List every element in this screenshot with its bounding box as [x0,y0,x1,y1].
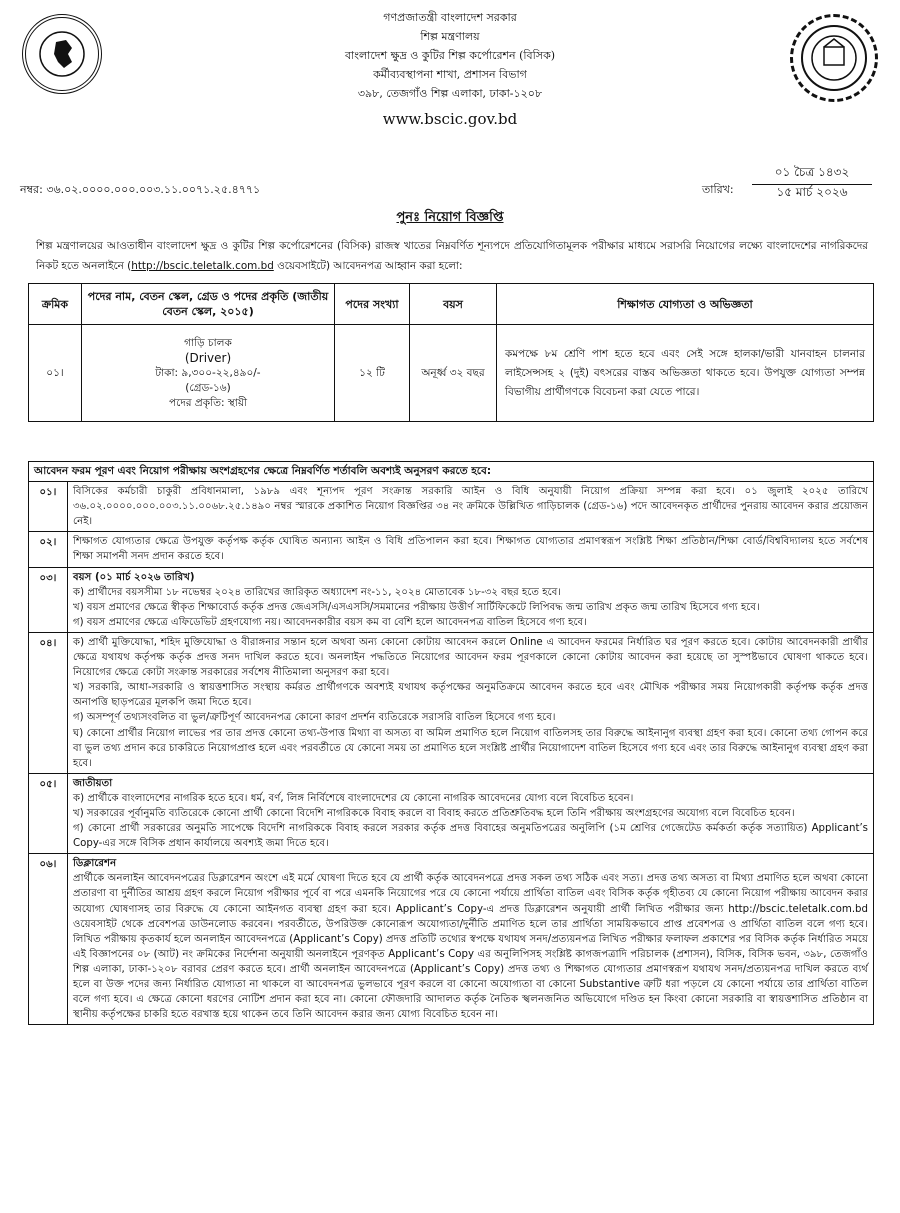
job-age: অনূর্ধ্ব ৩২ বছর [410,325,497,422]
condition-text: গ) অসম্পূর্ণ তথ্যসংবলিত বা ভুল/ত্রুটিপূর্ণ আবেদনপত্র কোনো কারণ প্রদর্শন ব্যতিরেকে সরাসরি বাতিল হিসেবে গণ্য হবে। [73,712,556,724]
page-title: পুনঃ নিয়োগ বিজ্ঞপ্তি [396,210,504,225]
table-row [29,325,874,422]
condition-body [68,567,874,632]
condition-serial: ০৪। [29,632,68,773]
condition-body [68,632,874,773]
intro-text-2: ওয়েবসাইটে) আবেদনপত্র আহ্বান করা হলো: [273,260,463,272]
condition-heading: জাতীয়তা [73,777,113,789]
job-pay-scale: টাকা: ৯,৩০০-২২,৪৯০/- [155,366,261,379]
condition-serial: ০৩। [29,567,68,632]
header-section: কর্মীব্যবস্থাপনা শাখা, প্রশাসন বিভাগ [373,68,527,81]
header-website[interactable]: www.bscic.gov.bd [382,110,518,128]
condition-serial: ০৬। [29,854,68,1025]
memo-number-line [20,181,260,200]
condition-heading: ডিক্লারেশন [73,858,117,870]
condition-text: ঘ) কোনো প্রার্থীর নিয়োগ লাভের পর তার প্রদত্ত কোনো তথ্য-উপাত্ত মিথ্যা বা অসত্য বা অমিল প্রমাণিত হলে নিয়োগ বাতিলসহ তার বিরুদ্ধে আইনানুগ ব্যবস্থা গ্রহণ করা হবে। কোনো তথ্য গোপন করে বা ভুল তথ্য প্রদান করে চাকরিতে নিয়োগপ্রাপ্ত হলে এবং পরবর্তীতে যে কোনো সময় তা প্রমাণিত হলে সংশ্লিষ্ট প্রার্থীর নিয়োগাদেশ বাতিল হিসেবে গণ্য হবে এবং তার বিরুদ্ধে আইনানুগ ব্যবস্থা গ্রহণ করা হবে। [73,727,868,769]
job-post-cell [82,325,335,422]
condition-body [68,482,874,532]
header-ministry: শিল্প মন্ত্রণালয় [420,30,480,43]
condition-row [29,854,874,1025]
condition-text: শিক্ষাগত যোগ্যতার ক্ষেত্রে উপযুক্ত কর্তৃপক্ষ কর্তৃক ঘোষিত অন্যান্য আইন ও বিধি প্রতিপালন করা হবে। শিক্ষাগত যোগ্যতার প্রমাণস্বরূপ সংশ্লিষ্ট শিক্ষা প্রতিষ্ঠান/শিক্ষা বোর্ড/বিশ্ববিদ্যালয় হতে সর্বশেষ শিক্ষা সমাপনী সনদ প্রদান করতে হবে। [73,536,868,563]
job-nature: পদের প্রকৃতি: স্থায়ী [168,396,248,409]
job-serial: ০১। [29,325,82,422]
intro-link[interactable]: http://bscic.teletalk.com.bd [131,260,274,272]
header-government: গণপ্রজাতন্ত্রী বাংলাদেশ সরকার [383,11,517,24]
col-age: বয়স [410,284,497,325]
job-post-name: গাড়ি চালক [184,336,232,349]
condition-row [29,482,874,532]
job-qualification: কমপক্ষে ৮ম শ্রেণি পাশ হতে হবে এবং সেই সঙ্গে হালকা/ভারী যানবাহন চালনার লাইসেন্সসহ ২ (দুই) বৎসরের বাস্তব অভিজ্ঞতা থাকতে হবে। উপযুক্ত যোগ্যতা সম্পন্ন বিভাগীয় প্রার্থীগণকে বিবেচনা করা যেতে পারে। [497,325,874,422]
condition-body [68,854,874,1025]
intro-text-1: শিল্প মন্ত্রণালয়ের আওতাধীন বাংলাদেশ ক্ষুদ্র ও কুটির শিল্প কর্পোরেশনের (বিসিক) রাজস্ব খাতের নিম্নবর্ণিত শূন্যপদে প্রতিযোগিতামূলক পরীক্ষার মাধ্যমে সরাসরি নিয়োগের লক্ষ্যে বাংলাদেশের নাগরিকদের নিকট হতে অনলাইনে ( [36,240,868,272]
memo-number-label: নম্বর: [20,183,43,196]
header-address: ৩৯৮, তেজগাঁও শিল্প এলাকা, ঢাকা-১২০৮ [357,87,543,100]
memo-number: ৩৬.০২.০০০০.০০০.০০৩.১১.০০৭১.২৫.৪৭৭১ [46,183,261,196]
memo-date-label: তারিখ: [702,183,734,196]
condition-text: খ) বয়স প্রমাণের ক্ষেত্রে স্বীকৃত শিক্ষাবোর্ড কর্তৃক প্রদত্ত জেএসসি/এসএসসি/সমমানের পরীক্ষায় উত্তীর্ণ সার্টিফিকেটে লিপিবদ্ধ জন্ম তারিখ প্রকৃত জন্ম তারিখ হিসেবে গণ্য হবে। [73,601,760,613]
jobs-table-header [29,284,874,325]
letterhead [0,8,900,131]
condition-serial: ০১। [29,482,68,532]
job-grade: (গ্রেড-১৬) [185,381,231,394]
memo-date-bangla: ০১ চৈত্র ১৪৩২ [752,164,872,185]
col-serial: ক্রমিক [29,284,82,325]
conditions-table [28,461,874,1025]
jobs-table [28,283,874,422]
condition-text: বিসিকের কর্মচারী চাকুরী প্রবিধানমালা, ১৯৮৯ এবং শূন্যপদ পূরণ সংক্রান্ত সরকারি আইন ও বিধি অনুযায়ী নিয়োগ প্রক্রিয়া সম্পন্ন করা হবে। ০১ জুলাই ২০২৫ তারিখে ৩৬.০২.০০০০.০০০.০০৩.১১.০০৬৮.২৫.১৪৯০ নম্বর স্মারকে প্রকাশিত নিয়োগ বিজ্ঞপ্তির ৩৪ নং ক্রমিকে উল্লিখিত গাড়িচালক (গ্রেড-১৬) পদে আবেদনকৃত প্রার্থীদের পুনরায় আবেদন করার প্রয়োজন নেই। [73,486,868,528]
condition-text: খ) সরকারি, আধা-সরকারি ও স্বায়ত্তশাসিত সংস্থায় কর্মরত প্রার্থীগণকে অবশ্যই যথাযথ কর্তৃপক্ষের অনুমতিক্রমে আবেদন করতে হবে এবং মৌখিক পরীক্ষার সময় নিয়োগকারী কর্তৃপক্ষ কর্তৃক প্রদত্ত অনাপত্তি ছাড়পত্রের মূলকপি জমা দিতে হবে। [73,682,868,709]
col-qualification: শিক্ষাগত যোগ্যতা ও অভিজ্ঞতা [497,284,874,325]
condition-text: ক) প্রার্থী মুক্তিযোদ্ধা, শহিদ মুক্তিযোদ্ধা ও বীরাঙ্গনার সন্তান হলে অথবা অন্য কোনো কোটায় আবেদন করলে Online এ আবেদন ফরমের নির্ধারিত ঘর পূরণ করতে হবে। কোটায় আবেদনকারী প্রার্থীর ক্ষেত্রে যথাযথ কর্তৃপক্ষ কর্তৃক প্রদত্ত সনদ দাখিল করতে হবে। অনলাইন পদ্ধতিতে নিয়োগের আবেদন ফরম পূরণকালে কোনো কোটায় আবেদন করা হয়েছে তা সুস্পষ্টভাবে ঘোষণা থাকতে হবে। নিয়োগের ক্ষেত্রে কোটা সংক্রান্ত সরকারের সর্বশেষ নীতিমালা অনুসরণ করা হবে। [73,636,868,679]
conditions-heading: আবেদন ফরম পূরণ এবং নিয়োগ পরীক্ষায় অংশগ্রহণের ক্ষেত্রে নিম্নবর্ণিত শর্তাবলি অবশ্যই অনুসরণ করতে হবে: [29,462,874,482]
job-post-name-en: (Driver) [184,350,232,365]
condition-text: প্রার্থীকে অনলাইন আবেদনপত্রের ডিক্লারেশন অংশে এই মর্মে ঘোষণা দিতে হবে যে প্রার্থী কর্তৃক আবেদনপত্রে প্রদত্ত সকল তথ্য সঠিক এবং সত্য। প্রদত্ত তথ্য অসত্য বা মিথ্যা প্রমাণিত হলে অথবা কোনো প্রতারণা বা দুর্নীতির আশ্রয় গ্রহণ করলে নিয়োগ পরীক্ষার পূর্বে বা পরে এমনকি নিয়োগের পরে যে কোনো পর্যায়ে প্রার্থিতা বাতিল এবং বিসিক কর্তৃক গৃহীতব্য যে কোনো নিয়োগ পরীক্ষায় আবেদন করার অযোগ্য ঘোষণাসহ তার বিরুদ্ধে যে কোনো আইনগত ব্যবস্থা গ্রহণ করা হবে। Applicant’s Copy-এ প্রদত্ত ডিক্লারেশন অনুযায়ী প্রার্থী লিখিত পরীক্ষার জন্য http://bscic.teletalk.com.bd ওয়েবসাইট থেকে প্রবেশপত্র ডাউনলোড করবেন। পরবর্তীতে, উপরিউক্ত কোনোরূপ অযোগ্যতা/দুর্নীতি প্রমাণিত হলে তার প্রার্থিতা সাময়িকভাবে প্রাপ্ত প্রবেশপত্র ও প্রার্থিতা বাতিল বলে গণ্য হবে। লিখিত পরীক্ষায় কৃতকার্য হলে অনলাইন আবেদনপত্রে (Applicant’s Copy) প্রদত্ত প্রতিটি তথ্যের স্বপক্ষে যথাযথ সনদ/প্রত্যয়নপত্র লিখিত পরীক্ষার ফলাফল প্রকাশের পর বিসিক কর্তৃক নির্ধারিত সময়ে এই বিজ্ঞাপনের ০৮ (আট) নং ক্রমিকের নির্দেশনা অনুযায়ী অনলাইনে পূরণকৃত Applicant’s Copy এর অনুলিপিসহ সংশ্লিষ্ট কাগজপত্রাদি পরিচালক (প্রশাসন), বিসিক, বিসিক ভবন, ৩৯৮, তেজগাঁও শিল্প এলাকা, ঢাকা-১২০৮ বরাবর প্রেরণ করতে হবে। প্রার্থী অনলাইন আবেদনপত্রে (Applicant’s Copy) প্রদত্ত তথ্য ও শিক্ষাগত যোগ্যতার প্রমাণস্বরূপ যথাযথ সনদ/প্রত্যয়নপত্র দাখিল করতে ব্যর্থ হলে বা উক্ত পদের জন্য নির্ধারিত যোগ্যতা না থাকলে বা আবেদনপত্র ভুলভাবে পূরণ করলে বা কোনো অযোগ্যতা বা কোনো Substantive ত্রুটি ধরা পড়লে যে কোনো পর্যায়ে তার প্রার্থিতা বাতিল বলে গণ্য হবে। এ ক্ষেত্রে কোনো ধরণের নোটিশ প্রদান করা হবে না। কোনো ফৌজদারি আদালত কর্তৃক নৈতিক স্খলনজনিত অভিযোগে দণ্ডিত হন কিংবা কোনো সরকারি বা স্বায়ত্তশাসিত প্রতিষ্ঠান বা স্থানীয় কর্তৃপক্ষের চাকরি হতে বরখাস্ত হয়ে থাকেন তবে তিনি আবেদন করার জন্য যোগ্য বিবেচিত হবেন না। [73,873,868,1021]
condition-row [29,632,874,773]
condition-heading: বয়স (০১ মার্চ ২০২৬ তারিখ) [73,571,195,583]
condition-row [29,773,874,853]
condition-text: খ) সরকারের পূর্বানুমতি ব্যতিরেকে কোনো প্রার্থী কোনো বিদেশি নাগরিককে বিবাহ করলে বা বিবাহ করতে প্রতিশ্রুতিবদ্ধ হলে তিনি পরীক্ষায় অংশগ্রহণের অযোগ্য বলে বিবেচিত হবেন। [73,807,795,819]
condition-text: ক) প্রার্থীদের বয়সসীমা ১৮ নভেম্বর ২০২৪ তারিখের জারিকৃত অধ্যাদেশ নং-১১, ২০২৪ মোতাবেক ১৮-৩২ বছর হতে হবে। [73,586,562,598]
intro-paragraph [36,236,868,276]
condition-serial: ০২। [29,532,68,567]
condition-row [29,567,874,632]
memo-date-gregorian: ১৫ মার্চ ২০২৬ [776,185,848,199]
condition-text: গ) বয়স প্রমাণের ক্ষেত্রে এফিডেভিট গ্রহণযোগ্য নয়। আবেদনকারীর বয়স কম বা বেশি হলে আবেদনপত্র বাতিল হিসেবে গণ্য হবে। [73,616,587,628]
col-post: পদের নাম, বেতন স্কেল, গ্রেড ও পদের প্রকৃতি (জাতীয় বেতন স্কেল, ২০১৫) [82,284,335,325]
condition-text: গ) কোনো প্রার্থী সরকারের অনুমতি সাপেক্ষে বিদেশি নাগরিককে বিবাহ করলে সরকার কর্তৃক প্রদত্ত বিবাহের অনুমতিপত্রের অনুলিপি (১ম শ্রেণির গেজেটেড কর্মকর্তা কর্তৃক সত্যায়িত) Applicant’s Copy-এর সঙ্গে বিসিক প্রধান কার্যালয়ে অবশ্যই জমা দিতে হবে। [73,823,868,850]
condition-text: ক) প্রার্থীকে বাংলাদেশের নাগরিক হতে হবে। ধর্ম, বর্ণ, লিঙ্গ নির্বিশেষে বাংলাদেশের যে কোনো নাগরিক আবেদনের যোগ্য বলে বিবেচিত হবেন। [73,792,634,804]
job-count: ১২ টি [335,325,410,422]
col-count: পদের সংখ্যা [335,284,410,325]
condition-serial: ০৫। [29,773,68,853]
condition-body [68,773,874,853]
header-organization: বাংলাদেশ ক্ষুদ্র ও কুটির শিল্প কর্পোরেশন (বিসিক) [344,49,556,62]
condition-row [29,532,874,567]
condition-body [68,532,874,567]
